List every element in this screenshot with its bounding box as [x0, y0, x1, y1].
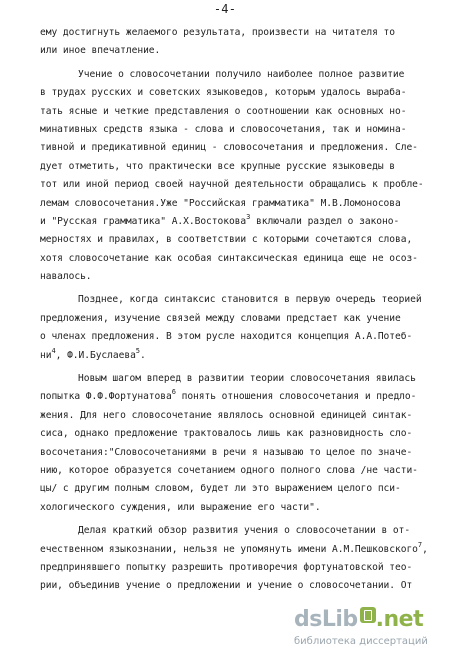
text-line: жения. Для него словосочетание являлось основной единицей синтак- — [40, 409, 413, 421]
footnote-marker: 4 — [51, 346, 56, 355]
footnote-marker: 5 — [135, 346, 140, 355]
text-fragment: понять отношения словосочетания и предло- — [175, 391, 417, 403]
footnote-marker: 6 — [171, 388, 176, 397]
text-line: тот или иной период своей научной деятельности обращались к пробле- — [40, 179, 424, 191]
text-line: Делая краткий обзор развития учения о словосочетании в от- — [78, 525, 411, 537]
text-line: рии, объединив учение о предложении и учение о словосочетании. От — [40, 580, 413, 592]
site-watermark[interactable] — [292, 606, 440, 652]
site-caption: библиотека диссертаций — [294, 636, 428, 647]
text-line: Новым шагом вперед в развитии теории словосочетания явилась — [78, 373, 416, 385]
text-line: восочетания:"Словосочетаниями в речи я называю то целое по значе- — [40, 446, 413, 458]
page-number: -4- — [213, 2, 237, 16]
body-text — [40, 24, 438, 596]
text-line: Учение о словосочетании получило наиболее полное развитие — [78, 68, 405, 80]
text-fragment: ечественном языкознании, нельзя не упомянуть имени А.М.Пешковского — [40, 543, 418, 555]
text-fragment: Ф.И.Буслаева — [67, 349, 136, 361]
text-line: нию, которое образуется сочетанием одного полного слова /не части- — [40, 464, 418, 476]
text-line: лемам словосочетания.Уже "Российская грамматика" М.В.Ломоносова — [40, 197, 401, 209]
text-fragment: попытка Ф.Ф.Фортунатова — [40, 391, 172, 403]
text-line: о членах предложения. В этом русле находится концепция А.А.Потеб- — [40, 331, 413, 343]
text-line: в трудах русских и советских языковедов, которым удалось выраба- — [40, 87, 407, 99]
text-line-with-footnote: $ни^4$, Ф.И.Буслаева$^5$. — [40, 346, 146, 361]
footnote-marker: 3 — [246, 212, 251, 221]
text-line: Позднее, когда синтаксис становится в первую очередь теорией — [78, 294, 422, 306]
text-fragment: включали раздел о законо- — [250, 215, 400, 227]
text-line: или иное впечатление. — [40, 45, 161, 57]
book-icon — [360, 607, 376, 623]
text-line: хотя словосочетание как особая синтаксическая единица еще не осоз- — [40, 252, 418, 264]
text-line-with-footnote: ечественном языкознании, нельзя не упомянуть имени А.М.Пешковского$^7$, — [40, 540, 428, 555]
text-line: предпринявшего попытку разрешить противоречия фортунатовской тео- — [40, 561, 413, 573]
text-line: ему достигнуть желаемого результата, произвести на читателя то — [40, 27, 396, 38]
text-line: предложения, изучение связей между словами предстает как учение — [40, 312, 401, 324]
text-line: минативных средств языка - слова и словосочетания, так и номина- — [40, 123, 407, 135]
text-fragment: ни — [40, 349, 52, 361]
text-line: тать ясные и четкие представления о соотношении как основных но- — [40, 105, 407, 117]
text-line: навалось. — [40, 271, 92, 283]
text-line: цы/ с другим полным словом, будет ли это выражением целого пси- — [40, 483, 401, 495]
text-line: тивной и предикативной единиц - словосочетания и предложения. Сле- — [40, 142, 418, 154]
site-logo: dsLib .net — [294, 607, 424, 632]
text-line-with-footnote — [40, 388, 438, 406]
text-fragment: и "Русская грамматика" А.Х.Востокова — [40, 215, 247, 227]
text-line: хологического суждения, или выражение его части". — [40, 501, 321, 513]
text-line-with-footnote — [40, 213, 438, 231]
text-line: дует отметить, что практически все крупные русские языковеды в — [40, 160, 396, 172]
text-line: мерностях и правилах, в соответствии с которыми сочетаются слова, — [40, 234, 413, 246]
text-line: сиса, однако предложение трактовалось лишь как разновидность сло- — [40, 428, 413, 440]
footnote-marker: 7 — [417, 540, 423, 549]
